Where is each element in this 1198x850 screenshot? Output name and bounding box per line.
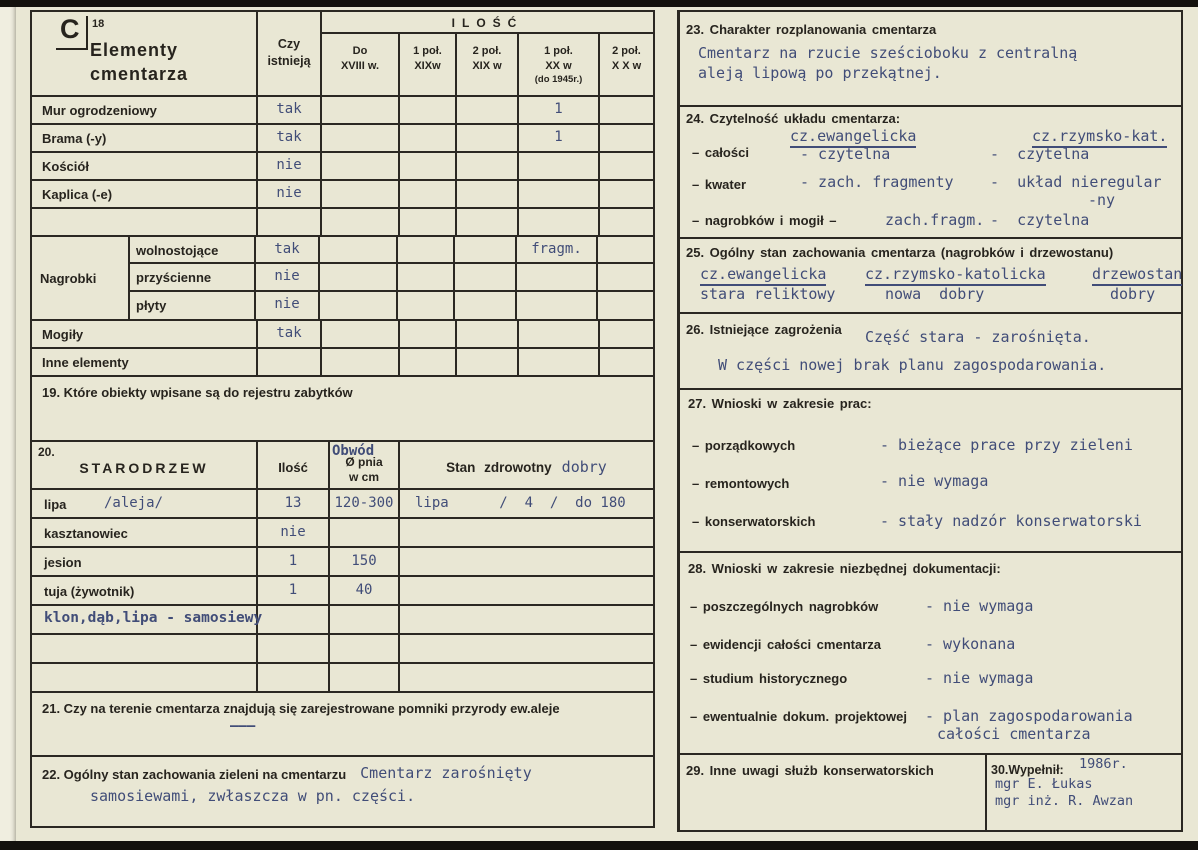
- table-row-samosiewy: [32, 606, 653, 635]
- question-22-answer-line1: Cmentarz zarośnięty: [360, 764, 532, 782]
- question-26-answer-line1: Część stara - zarośnięta.: [865, 328, 1091, 346]
- question-25-col1-header: cz.ewangelicka: [700, 265, 826, 286]
- row-typed-span-cell: [32, 606, 263, 633]
- question-23-label: 23. Charakter rozplanowania cmentarza: [686, 22, 937, 37]
- scan-edge-top: [0, 0, 1198, 7]
- row-label: Mogiły: [32, 321, 258, 347]
- question-30-name2: mgr inż. R. Awzan: [995, 793, 1134, 809]
- question-25-col1-value: stara reliktowy: [700, 285, 836, 303]
- question-24-item-label: – całości: [692, 145, 749, 160]
- question-24-item-label: – kwater: [692, 177, 747, 192]
- row-label: Brama (-y): [32, 125, 258, 151]
- row-czy-value: tak: [258, 321, 322, 347]
- question-28-item-answer-cont: całości cmentarza: [937, 725, 1091, 743]
- question-21-label: 21. Czy na terenie cmentarza znajdują się zarejestrowane pomniki przyrody ew.aleje: [42, 701, 560, 716]
- question-24-item-answer1: - zach. fragmenty: [800, 173, 954, 191]
- table-row-plyty: [130, 292, 653, 319]
- question-27-item-answer: - bieżące prace przy zieleni: [880, 436, 1133, 454]
- question-22-answer-line2: samosiewami, zwłaszcza w pn. części.: [90, 787, 416, 805]
- row-stan: lipa / 4 / do 180: [415, 495, 626, 511]
- row-period-value: 1: [519, 125, 600, 151]
- row-label: płyty: [130, 292, 256, 319]
- question-24-item-answer2: - układ nieregular: [990, 173, 1162, 191]
- column-header-czy-istnieja: Czy istnieją: [258, 12, 322, 95]
- row-label: lipa /aleja/: [32, 490, 258, 517]
- row-label: przyścienne: [130, 264, 256, 289]
- row-obwod: 40: [330, 577, 400, 604]
- question-25-col3-header: drzewostan: [1092, 265, 1182, 286]
- question-28-item-label: – poszczególnych nagrobków: [690, 599, 879, 614]
- column-header-ilosc: ILOŚĆ: [322, 12, 653, 34]
- table-row-kaplica: [32, 181, 653, 209]
- question-30: [985, 755, 1181, 830]
- question-26-label: 26. Istniejące zagrożenia: [686, 322, 842, 337]
- form-field-number: 18: [92, 18, 105, 30]
- question-28-item-label: – ewidencji całości cmentarza: [690, 637, 881, 652]
- elements-table-title: Elementy cmentarza: [90, 40, 189, 84]
- question-30-name1: mgr E. Łukas: [995, 776, 1093, 792]
- question-27-item-answer: - nie wymaga: [880, 472, 989, 490]
- table-row-empty: [32, 635, 653, 664]
- question-24-item-answer2: - czytelna: [990, 145, 1090, 163]
- table-row-przyscienne: [130, 264, 653, 291]
- question-30-label: 30.Wypełnił:: [991, 763, 1064, 777]
- starodrzew-title: STARODRZEW: [79, 460, 209, 476]
- question-27-item-answer: - stały nadzór konserwatorski: [880, 512, 1142, 530]
- question-24: [680, 107, 1181, 239]
- question-26-answer-line2: W części nowej brak planu zagospodarowania.: [718, 356, 1107, 374]
- question-25-col2-header: cz.rzymsko-katolicka: [865, 265, 1046, 286]
- scan-edge-bottom: [0, 841, 1198, 850]
- row-czy-value: nie: [258, 181, 322, 207]
- row-label: tuja (żywotnik): [32, 577, 258, 604]
- row-period-value: fragm.: [517, 237, 598, 262]
- row-period-value: 1: [519, 97, 600, 123]
- question-22: [32, 757, 653, 826]
- question-27: [680, 390, 1181, 553]
- question-27-item-label: – konserwatorskich: [692, 514, 816, 529]
- table-row-empty: [32, 209, 653, 237]
- table-row-mogily: [32, 321, 653, 349]
- group-label-nagrobki: Nagrobki: [32, 237, 130, 319]
- question-21-answer-mark: ———: [230, 718, 256, 734]
- question-28-item-label: – ewentualnie dokum. projektowej: [690, 709, 907, 724]
- question-25-label: 25. Ogólny stan zachowania cmentarza (nagrobków i drzewostanu): [686, 245, 1114, 260]
- row-label: wolnostojące: [130, 237, 256, 262]
- elements-table-header: [32, 12, 653, 97]
- obwod-typed-overlay: Obwód: [332, 443, 375, 459]
- question-27-item-label: – remontowych: [692, 476, 790, 491]
- row-label: Mur ogrodzeniowy: [32, 97, 258, 123]
- row-ilosc: nie: [258, 519, 330, 546]
- question-28-item-answer: - nie wymaga: [925, 669, 1034, 687]
- table-row-brama: [32, 125, 653, 153]
- question-25: [680, 239, 1181, 314]
- question-28-item-answer: - nie wymaga: [925, 597, 1034, 615]
- column-header-obwod: Obwód Ø pnia w cm: [330, 442, 400, 488]
- table-row-lipa: [32, 490, 653, 519]
- question-23-answer-line1: Cmentarz na rzucie sześcioboku z centralną: [698, 44, 1078, 62]
- row-obwod: 120-300: [330, 490, 400, 517]
- column-header-2pol-xx: 2 poł. X X w: [611, 45, 642, 72]
- corner-mark-hline: [56, 48, 86, 50]
- period-header-row: [322, 34, 653, 95]
- column-header-1pol-xix: 1 poł. XIXw: [400, 34, 457, 95]
- question-26: [680, 314, 1181, 390]
- row-obwod: 150: [330, 548, 400, 575]
- question-19: [32, 377, 653, 442]
- question-25-col3-value: dobry: [1110, 285, 1156, 303]
- table-group-nagrobki: [32, 237, 653, 321]
- stan-typed-value: dobry: [561, 458, 607, 476]
- column-header-stan-zdrowotny: Stan zdrowotny dobry: [446, 458, 607, 476]
- row-ilosc: 13: [258, 490, 330, 517]
- scan-edge-left: [0, 6, 16, 842]
- table-row-inne-elementy: [32, 349, 653, 377]
- question-24-label: 24. Czytelność układu cmentarza:: [686, 111, 901, 126]
- row-label: Kościół: [32, 153, 258, 179]
- table-row-jesion: [32, 548, 653, 577]
- row-typed-note: /aleja/: [104, 495, 164, 511]
- row-label: Inne elementy: [32, 349, 258, 375]
- row-ilosc: 1: [258, 548, 330, 575]
- table-row-empty: [32, 664, 653, 693]
- question-24-item-answer1: zach.fragm.: [885, 211, 985, 229]
- row-label: jesion: [32, 548, 258, 575]
- question-24-item-label: – nagrobków i mogił –: [692, 213, 837, 228]
- question-24-col2-header: cz.rzymsko-kat.: [1032, 127, 1167, 148]
- column-header-2pol-xix: 2 poł. XIX w: [457, 34, 519, 95]
- question-22-label: 22. Ogólny stan zachowania zieleni na cmentarzu: [42, 767, 347, 782]
- elements-table-panel: [30, 10, 655, 828]
- row-czy-value: tak: [258, 125, 322, 151]
- ilosc-column-group: [322, 12, 653, 95]
- right-form-panel: [677, 10, 1183, 832]
- question-27-item-label: – porządkowych: [692, 438, 796, 453]
- question-24-item-answer2: - czytelna: [990, 211, 1090, 229]
- question-24-col1-header: cz.ewangelicka: [790, 127, 916, 148]
- question-28-item-label: – studium historycznego: [690, 671, 848, 686]
- column-header-1pol-xx: 1 poł. XX w (do 1945r.): [519, 34, 600, 95]
- question-21: [32, 693, 653, 757]
- row-czy-value: tak: [256, 237, 320, 262]
- row-czy-value: nie: [256, 264, 320, 289]
- column-header-ilosc-20: Ilość: [258, 442, 330, 488]
- column-header-do-xviii: Do XVIII w.: [322, 34, 400, 95]
- starodrzew-header: [32, 442, 653, 490]
- question-19-label: 19. Które obiekty wpisane są do rejestru zabytków: [42, 385, 353, 400]
- question-29-label: 29. Inne uwagi służb konserwatorskich: [686, 763, 934, 778]
- question-23: [680, 12, 1181, 107]
- samosiewy-typed-text: klon,dąb,lipa - samosiewy: [44, 610, 263, 626]
- question-30-year: 1986r.: [1079, 756, 1128, 772]
- table-row-kosciol: [32, 153, 653, 181]
- table-row-wolnostojace: [130, 237, 653, 264]
- form-section-letter: C: [60, 14, 80, 44]
- question-27-label: 27. Wnioski w zakresie prac:: [688, 396, 872, 411]
- question-28-label: 28. Wnioski w zakresie niezbędnej dokumentacji:: [688, 561, 1001, 576]
- starodrzew-title-cell: [32, 442, 258, 488]
- row-label: kasztanowiec: [32, 519, 258, 546]
- question-28-item-answer: - wykonana: [925, 635, 1016, 653]
- row-czy-value: nie: [258, 153, 322, 179]
- question-23-answer-line2: aleją lipową po przekątnej.: [698, 64, 942, 82]
- question-29-30-row: [680, 755, 1181, 830]
- table-row-kasztanowiec: [32, 519, 653, 548]
- question-24-item-answer2-cont: -ny: [1088, 191, 1116, 209]
- question-29: [680, 755, 985, 830]
- question-25-col2-value: nowa dobry: [885, 285, 985, 303]
- row-label: Kaplica (-e): [32, 181, 258, 207]
- question-28-item-answer: - plan zagospodarowania: [925, 707, 1133, 725]
- elements-title-cell: [32, 12, 258, 95]
- question-20-number: 20.: [38, 445, 55, 459]
- question-28: [680, 553, 1181, 755]
- row-czy-value: nie: [256, 292, 320, 319]
- table-row-mur: [32, 97, 653, 125]
- row-ilosc: 1: [258, 577, 330, 604]
- question-24-item-answer1: - czytelna: [800, 145, 891, 163]
- row-czy-value: tak: [258, 97, 322, 123]
- corner-mark-vline: [86, 16, 88, 50]
- table-row-tuja: [32, 577, 653, 606]
